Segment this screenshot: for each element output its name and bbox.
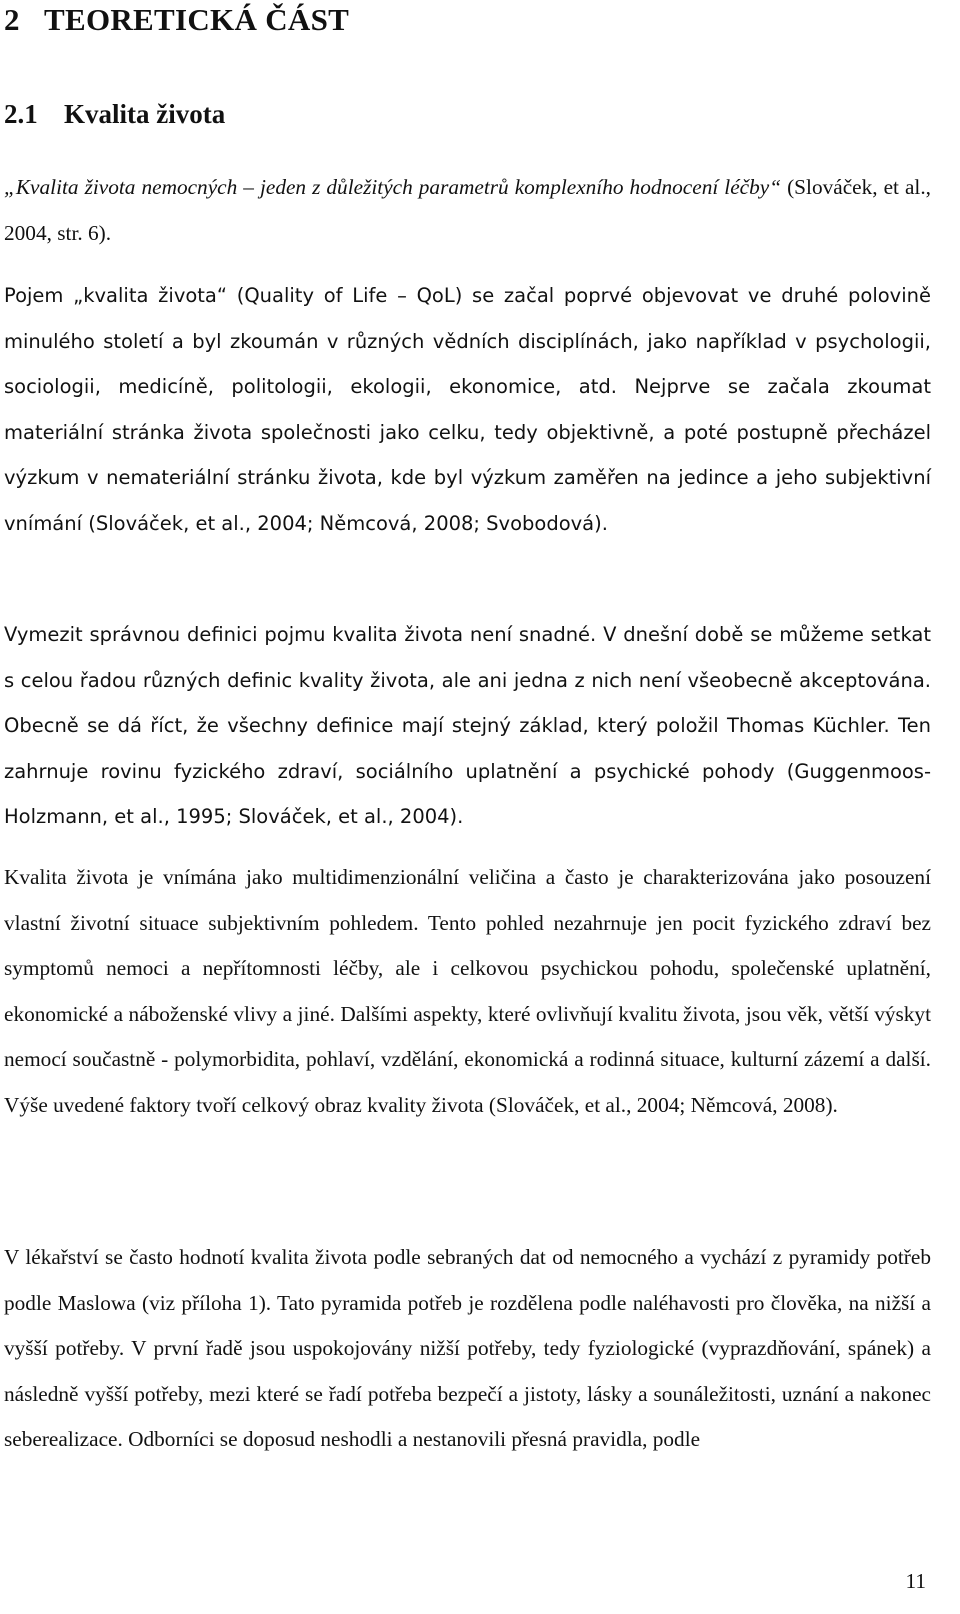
paragraph-1: Pojem „kvalita života“ (Quality of Life – QoL) se začal poprvé objevovat ve druhé polovině minulého století a byl zkoumán v různých vědních disciplínách, jako například v psychologii, sociologii, medicíně, politologii, ekologii, ekonomice, atd. Nejprve se začala zkoumat materiální stránka života společnosti jako celku, tedy objektivně, a poté postupně přecházel výzkum v nemateriální stránku života, kde byl výzkum zaměřen na jedince a jeho subjektivní vnímání (Slováček, et al., 2004; Němcová, 2008; Svobodová). [4, 284, 931, 535]
paragraph-3: Kvalita života je vnímána jako multidimenzionální veličina a často je charakterizována jako posouzení vlastní životní situace subjektivním pohledem. Tento pohled nezahrnuje jen pocit fyzického zdraví bez symptomů nemoci a nepřítomnosti léčby, ale i celkovou psychickou pohodu, společenské uplatnění, ekonomické a náboženské vlivy a jiné. Dalšími aspekty, které ovlivňují kvalitu života, jsou věk, větší výskyt nemocí součastně - polymorbidita, pohlaví, vzdělání, ekonomická a rodinná situace, kulturní zázemí a další. Výše uvedené faktory tvoří celkový obraz kvality života (Slováček, et al., 2004; Němcová, 2008). [4, 865, 931, 1117]
chapter-title: TEORETICKÁ ČÁST [44, 2, 350, 37]
paragraph-2: Vymezit správnou definici pojmu kvalita života není snadné. V dnešní době se můžeme setkat s celou řadou různých definic kvality života, ale ani jedna z nich není všeobecně akceptována. Obecně se dá říct, že všechny definice mají stejný základ, který položil Thomas Küchler. Ten zahrnuje rovinu fyzického zdraví, sociálního uplatnění a psychické pohody (Guggenmoos-Holzmann, et al., 1995; Slováček, et al., 2004). [4, 623, 931, 828]
paragraph-4: V lékařství se často hodnotí kvalita života podle sebraných dat od nemocného a vychází z pyramidy potřeb podle Maslowa (viz příloha 1). Tato pyramida potřeb je rozdělena podle naléhavosti pro člověka, na nižší a vyšší potřeby. V první řadě jsou uspokojovány nižší potřeby, tedy fyziologické (vyprazdňování, spánek) a následně vyšší potřeby, mezi které se řadí potřeba bezpečí a jistoty, lásky a sounáležitosti, uznání a nakonec seberealizace. Odborníci se doposud neshodli a nestanovili přesná pravidla, podle [4, 1245, 931, 1451]
section-title: Kvalita života [64, 99, 226, 129]
intro-quote [4, 164, 931, 256]
quote-citation: (Slováček, et al., 2004, str. 6). [4, 175, 932, 245]
page-number: 11 [905, 1569, 926, 1593]
chapter-heading [4, 2, 349, 38]
chapter-number: 2 [4, 2, 20, 37]
section-number: 2.1 [4, 99, 38, 129]
quote-text: „Kvalita života nemocných – jeden z důležitých parametrů komplexního hodnocení léčby“ [4, 175, 782, 199]
section-heading [4, 99, 225, 130]
